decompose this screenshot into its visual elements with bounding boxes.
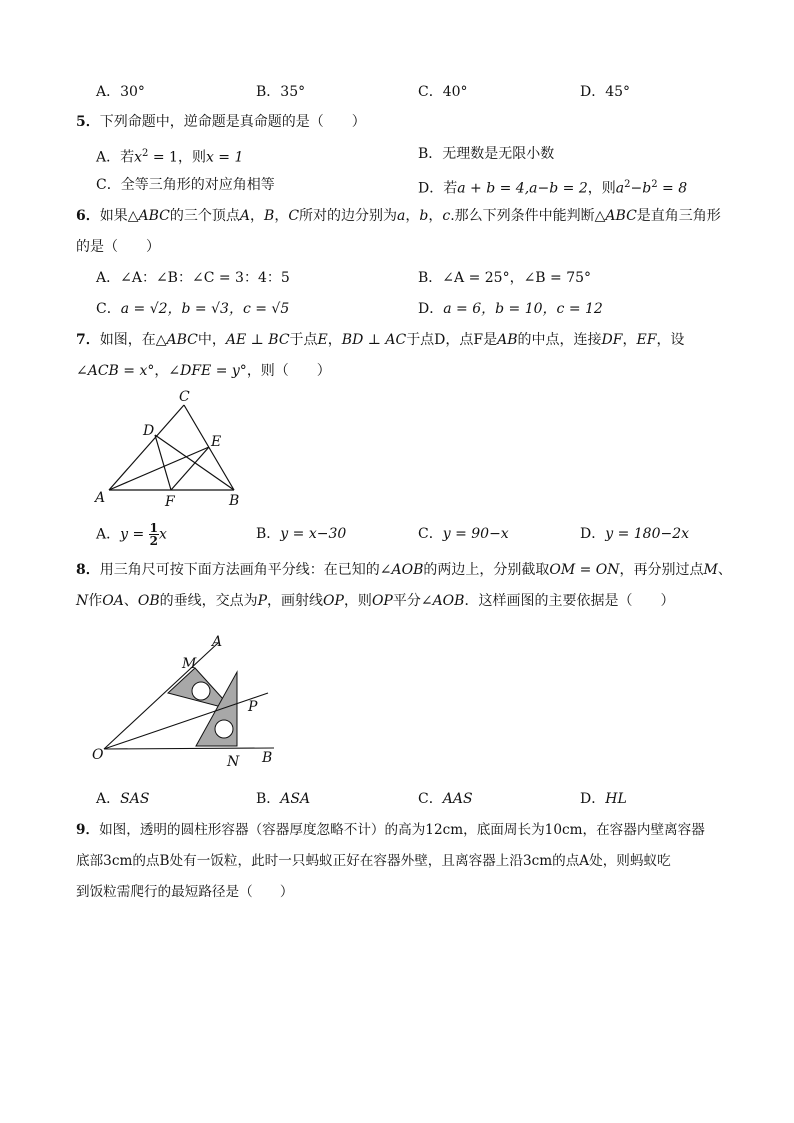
q8-option-d: D．HL — [580, 791, 627, 807]
q9-stem-line2: 底部3cm的点B处有一饭粒，此时一只蚂蚁正好在容器外壁，且离容器上沿3cm的点A处，则蚂蚁吃 — [76, 853, 671, 869]
q8-angle-bisector-figure — [88, 628, 288, 773]
q6-option-d: D．a = 6，b = 10，c = 12 — [418, 301, 603, 317]
q7-segment-fd — [155, 435, 171, 490]
q8-label-p: P — [248, 699, 258, 715]
q8-option-b: B．ASA — [256, 791, 311, 807]
q7-label-c: C — [179, 389, 190, 405]
q4-option-b: B．35° — [256, 84, 306, 100]
q8-ray-ob — [104, 748, 274, 749]
q8-set-square-top-hole — [192, 682, 210, 700]
q5-stem: 5．下列命题中，逆命题是真命题的是（ ） — [76, 114, 366, 130]
q7-label-f: F — [165, 494, 175, 510]
q9-stem-line1: 9．如图，透明的圆柱形容器（容器厚度忽略不计）的高为12cm，底面周长为10cm，在容器内壁离容器 — [76, 822, 705, 838]
q9-stem-line3: 到饭粒需爬行的最短路径是（ ） — [76, 884, 294, 900]
q7-label-b: B — [229, 493, 240, 509]
q5-option-d: D．若a + b = 4,a−b = 2，则$a^2-b^2 = 8$ — [418, 179, 688, 197]
q7-option-d: D．y = 180−2x — [580, 526, 690, 542]
q4-option-d: D．45° — [580, 84, 631, 100]
q4-option-c: C．40° — [418, 84, 468, 100]
q7-segment-bd — [155, 435, 234, 490]
q8-stem-line1: 8．用三角尺可按下面方法画角平分线：在已知的∠AOB的两边上，分别截取OM = ON，再分别过点M、 — [76, 562, 732, 578]
q7-option-a-fraction: $\frac{1}{2}$ — [149, 521, 159, 548]
q8-label-m: M — [182, 656, 197, 672]
q7-triangle-figure — [85, 385, 260, 515]
q6-option-b: B．∠A = 25°，∠B = 75° — [418, 270, 592, 286]
q7-label-e: E — [211, 434, 222, 450]
q7-label-d: D — [143, 423, 155, 439]
q6-option-a: A．∠A：∠B：∠C = 3：4：5 — [96, 270, 290, 286]
q5-option-a: A．若$x^2 = 1$，则x = 1 — [96, 148, 244, 166]
q5-option-c: C．全等三角形的对应角相等 — [96, 177, 275, 193]
q8-label-n: N — [227, 754, 240, 770]
q7-label-a: A — [95, 490, 106, 506]
q8-option-c: C．AAS — [418, 791, 473, 807]
q8-option-a: A．SAS — [96, 791, 150, 807]
q6-option-c: C．a = √2，b = √3，c = √5 — [96, 301, 290, 317]
q7-segment-ae — [109, 447, 209, 490]
q8-label-a: A — [212, 634, 223, 650]
q8-label-o: O — [92, 747, 104, 763]
q5-option-b: B．无理数是无限小数 — [418, 146, 555, 162]
q7-option-c: C．y = 90−x — [418, 526, 509, 542]
q6-stem-line2: 的是（ ） — [76, 239, 160, 255]
q6-stem-line1: 6．如果△ABC的三个顶点A，B，C所对的边分别为a，b，c.那么下列条件中能判断△ABC是直角三角形 — [76, 208, 721, 224]
q8-ray-op — [104, 693, 268, 749]
q8-stem-line2: N作OA、OB的垂线，交点为P，画射线OP，则OP平分∠AOB．这样画图的主要依据是（ ） — [76, 593, 675, 609]
q8-set-square-bottom-hole — [215, 720, 233, 738]
q7-stem-line2: ∠ACB = x°，∠DFE = y°，则（ ） — [76, 363, 331, 379]
q8-label-b: B — [262, 750, 273, 766]
q7-stem-line1: 7．如图，在△ABC中，AE ⊥ BC于点E，BD ⊥ AC于点D，点F是AB的中点，连接DF，EF，设 — [76, 332, 685, 348]
q4-option-a: A．30° — [96, 84, 145, 100]
q7-option-b: B．y = x−30 — [256, 526, 347, 542]
q7-option-a: A．y = $\frac{1}{2}$ x — [96, 521, 167, 548]
